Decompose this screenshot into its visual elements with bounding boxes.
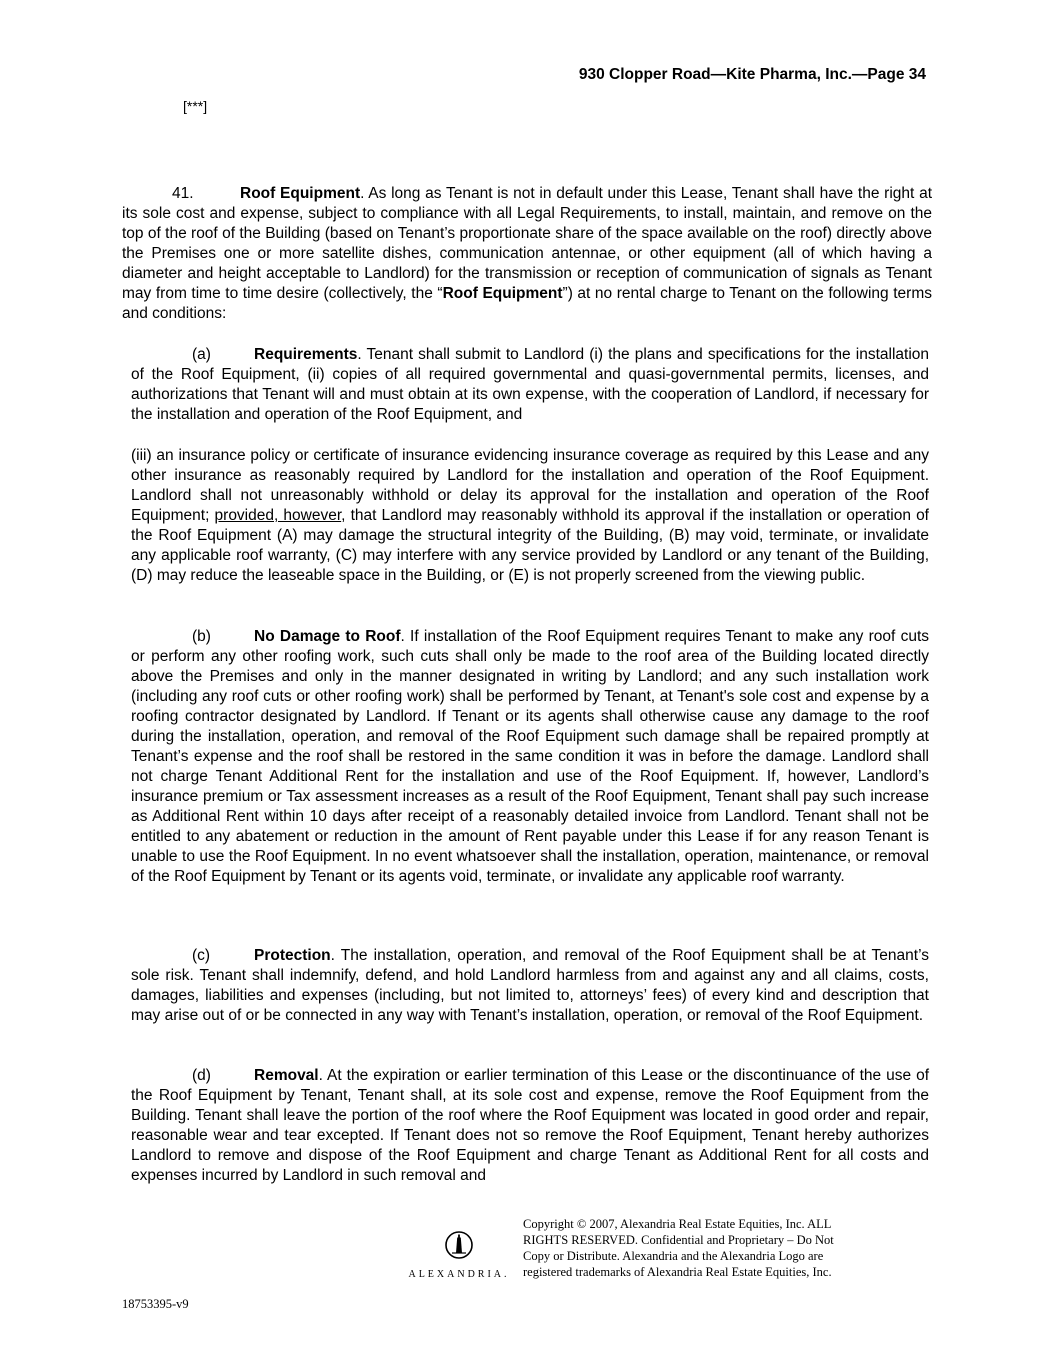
subsection-label: (b) — [192, 628, 211, 645]
subsection-text: . The installation, operation, and removal of the Roof Equipment shall be at Tenant’s sole risk. Tenant shall indemnify, defend, and hold Landlord harmless from and against any and all claims, costs, damages, liabilities and expenses (including, but not limited to, attorneys’ fees) of every kind and description that may arise out of or be connected in any way with Tenant’s installation, operation, or removal of the Roof Equipment. — [131, 947, 929, 1024]
alexandria-lighthouse-logo-icon — [442, 1228, 476, 1262]
copyright-notice — [523, 1216, 883, 1280]
subsection-label: (a) — [192, 346, 211, 363]
subsection-heading: Requirements — [254, 346, 358, 363]
section-number: 41. — [172, 185, 194, 202]
subsection-text: . At the expiration or earlier termination of this Lease or the discontinuance of the use of the Roof Equipment by Tenant, Tenant shall, at its sole cost and expense, remove the Roof Equipment from the Building. Tenant shall leave the portion of the roof where the Roof Equipment was located in good order and repair, reasonable wear and tear excepted. If Tenant does not so remove the Roof Equipment, Tenant hereby authorizes Landlord to remove and dispose of the Roof Equipment and charge Tenant as Additional Rent for all costs and expenses incurred by Landlord in such removal and — [131, 1067, 929, 1184]
logo-wordmark: ALEXANDRIA. — [408, 1269, 510, 1280]
document-id: 18753395-v9 — [122, 1297, 189, 1311]
copyright-line: registered trademarks of Alexandria Real Estate Equities, Inc. — [523, 1265, 832, 1279]
subsection-label: (c) — [192, 947, 211, 964]
subsection-b — [131, 627, 929, 887]
alexandria-logo — [404, 1228, 514, 1280]
subsection-text: . Tenant shall submit to Landlord (i) the plans and specifications for the installation of the Roof Equipment, (ii) copies of all required governmental and quasi-governmental permits, licenses, and authorizations that Tenant will and must obtain at its own expense, with the cooperation of Landlord, if necessary for the installation and operation of the Roof Equipment, and — [131, 346, 929, 423]
running-header: 930 Clopper Road—Kite Pharma, Inc.—Page 34 — [578, 66, 926, 83]
subsection-text: . If installation of the Roof Equipment requires Tenant to make any roof cuts or perform any other roofing work, such cuts shall only be made to the roof area of the Building located directly above the Premises and only in the manner designated in writing by Landlord; and any such installation work (including any roof cuts or other roofing work) shall be performed by Tenant, at Tenant's sole cost and expense by a roofing contractor designated by Landlord. If Tenant or its agents shall otherwise cause any damage to the roof during the installation, operation, and removal of the Roof Equipment such damage shall be repaired promptly at Tenant’s expense and the roof shall be restored in the same condition it was in before the damage. Landlord shall not charge Tenant Additional Rent for the installation and use of the Roof Equipment. If, however, Landlord’s insurance premium or Tax assessment increases as a result of the Roof Equipment, Tenant shall pay such increase as Additional Rent within 10 days after receipt of a reasonably detailed invoice from Landlord. Tenant shall not be entitled to any abatement or reduction in the amount of Rent payable under this Lease if for any reason Tenant is unable to use the Roof Equipment. In no event whatsoever shall the installation, operation, maintenance, or removal of the Roof Equipment by Tenant or its agents void, terminate, or invalidate any applicable roof warranty. — [131, 628, 929, 885]
section-41 — [122, 184, 932, 324]
redaction-mark: [***] — [183, 98, 208, 114]
copyright-line: Copyright © 2007, Alexandria Real Estate Equities, Inc. ALL — [523, 1217, 832, 1231]
copyright-line: RIGHTS RESERVED. Confidential and Proprietary – Do Not — [523, 1233, 834, 1247]
subsection-d — [131, 1066, 929, 1186]
subsection-text: (iii) an insurance policy or certificate of insurance evidencing insurance coverage as required by this Lease and any other insurance as reasonably required by Landlord for the installation and operation of the Roof Equipment. Landlord shall not unreasonably withhold or delay its approval for the installation and operation of the Roof Equipment; — [131, 447, 929, 524]
subsection-a-continued — [131, 446, 929, 586]
proviso: provided, however — [214, 507, 342, 524]
section-heading: Roof Equipment — [240, 185, 361, 202]
subsection-a — [131, 345, 929, 425]
section-text: . As long as Tenant is not in default under this Lease, Tenant shall have the right at its sole cost and expense, subject to compliance with all Legal Requirements, to install, maintain, and remove on the top of the roof of the Building (based on Tenant’s proportionate share of the space available on the roof) directly above the Premises one or more satellite dishes, communication antennae, or other equipment (all of which having a diameter and height acceptable to Landlord) for the transmission or reception of communication of signals as Tenant may from time to time desire (collectively, the “ — [122, 185, 932, 302]
section-text: ”) at no rental charge to Tenant on the following terms and conditions: — [122, 285, 932, 322]
subsection-heading: Protection — [254, 947, 331, 964]
subsection-heading: Removal — [254, 1067, 319, 1084]
subsection-heading: No Damage to Roof — [254, 628, 401, 645]
copyright-line: Copy or Distribute. Alexandria and the Alexandria Logo are — [523, 1249, 824, 1263]
defined-term: Roof Equipment — [442, 285, 563, 302]
subsection-text: , that Landlord may reasonably withhold its approval if the installation or operation of the Roof Equipment (A) may damage the structural integrity of the Building, (B) may void, terminate, or invalidate any applicable roof warranty, (C) may interfere with any service provided by Landlord or any tenant of the Building, (D) may reduce the leaseable space in the Building, or (E) is not properly screened from the viewing public. — [131, 507, 929, 584]
subsection-c — [131, 946, 929, 1026]
subsection-label: (d) — [192, 1067, 211, 1084]
